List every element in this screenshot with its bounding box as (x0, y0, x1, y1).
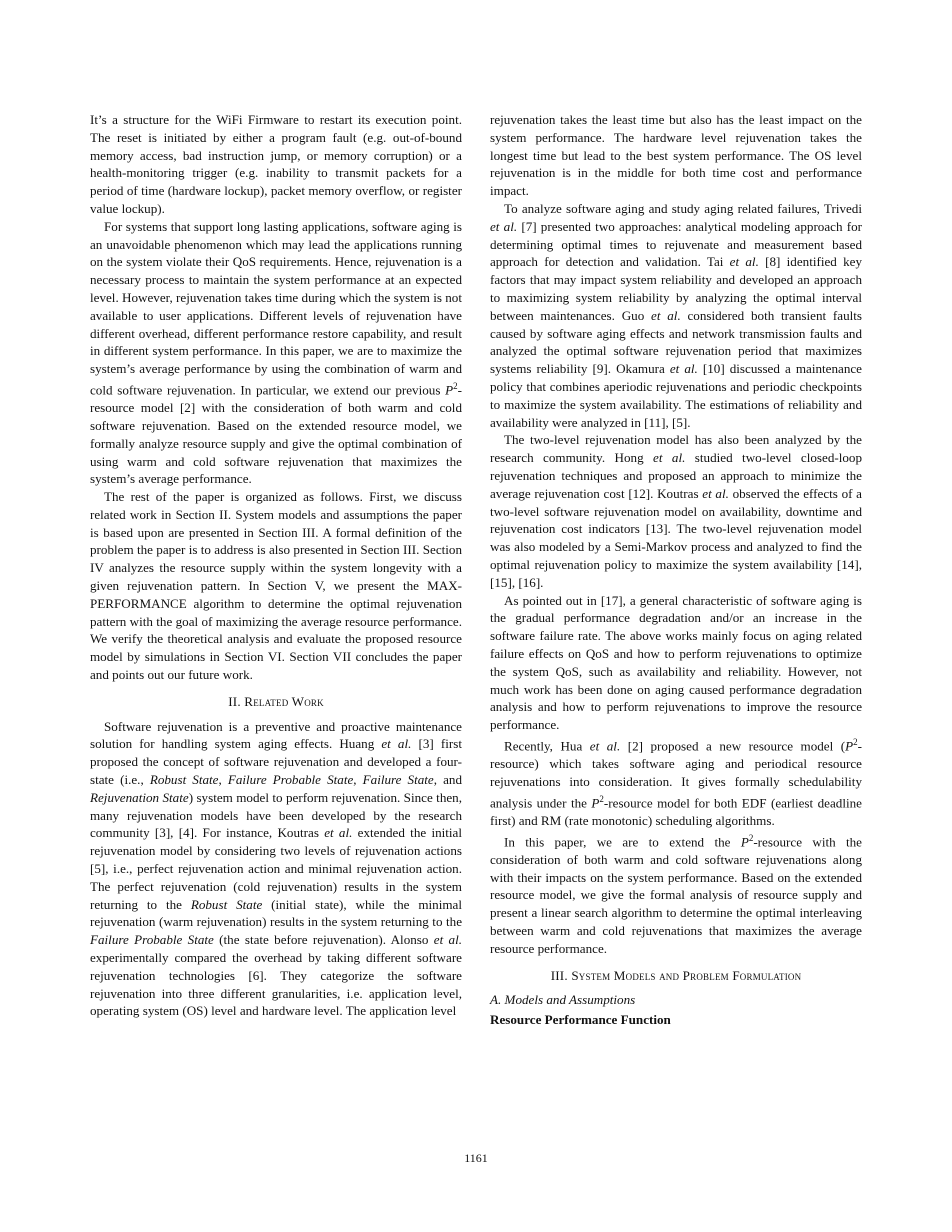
paragraph: As pointed out in [17], a general characteristic of software aging is the gradual performance degradation and/or an increase in the software failure rate. The above works mainly focus on aging related failure effects on QoS and how to perform rejuvenations to optimize the system QoS, such as availability and reliability. However, not much work has been done on aging caused performance degradation analysis and how to perform rejuvenations to improve the resource performance. (490, 592, 862, 733)
subsection-heading: A. Models and Assumptions (490, 992, 636, 1008)
paragraph: The rest of the paper is organized as follows. First, we discuss related work in Section II. System models and assumptions the paper is based upon are presented in Section III. A formal definition of the problem the paper is to address is also presented in Section III. Section IV analyzes the resource supply within the system longevity with a given rejuvenation pattern. In Section V, we present the MAX-PERFORMANCE algorithm to determine the optimal rejuvenation pattern with the goal of maximizing the average resource performance. We verify the theoretical analysis and evaluate the proposed resource model by simulations in Section VI. Section VII concludes the paper and points out our future work. (90, 489, 462, 683)
paragraph: rejuvenation takes the least time but also has the least impact on the system performance. The hardware level rejuvenation takes the longest time but lead to the best system performance. The OS level rejuvenation is in the middle for both time cost and performance impact. (490, 112, 862, 199)
paragraph: It’s a structure for the WiFi Firmware to restart its execution point. The reset is initiated by either a program fault (e.g. out-of-bound memory access, bad instruction jump, or memory corruption) or a health-monitoring trigger (e.g. inability to transmit packets for a period of time (hardware lockup), packet memory overflow, or register value lockup). (90, 112, 462, 216)
paragraph: Recently, Hua et al. [2] proposed a new resource model $(P^2-resource)$ which takes software aging and periodical resource rejuvenations into consideration. It gives formally schedulability analysis under the $P^2$-resource model for both EDF (earliest deadline first) and RM (rate monotonic) scheduling algorithms. (490, 736, 862, 828)
paragraph: To analyze software aging and study aging related failures, Trivedi et al. [7] presented two approaches: analytical modeling approach for determining optimal times to rejuvenate and measurement based approach for detection and validation. Tai et al. [8] identified key factors that may impact system reliability and developed an approach to maximizing system reliability by analyzing the optimal interval between maintenances. Guo et al. considered both transient faults caused by software aging effects and network transmission faults and analyzed the optimal software rejuvenation period that maximizes systems reliability [9]. Okamura et al. [10] discussed a maintenance policy that combines aperiodic rejuvenations and periodic checkpoints to maximize the system availability. The estimations of reliability and availability were analyzed in [11], [5]. (490, 200, 863, 430)
paragraph-heading: Resource Performance Function (490, 1012, 671, 1028)
section-heading: III. System Models and Problem Formulation (550, 967, 802, 983)
left-column (90, 111, 462, 1020)
paragraph: For systems that support long lasting applications, software aging is an unavoidable phenomenon which may lead the applications running on the system violate their QoS requirements. Hence, rejuvenation is a necessary process to maintain the system performance at an expected level. However, rejuvenation takes time during which the system is not available to user applications. Different levels of rejuvenation have different overhead, different performance restore capability, and result in different system performance. In this paper, we are to maximize the system’s average performance by using the combination of warm and cold software rejuvenation. In particular, we extend our previous $P^2$-resource model [2] with the consideration of both warm and cold software rejuvenation. Based on the extended resource model, we formally analyze resource supply and give the optimal combination of using warm and cold software rejuvenation that maximizes the system’s average performance. (90, 218, 462, 487)
paragraph: Software rejuvenation is a preventive and proactive maintenance solution for handling system aging effects. Huang et al. [3] first proposed the concept of software rejuvenation and developed a four-state (i.e., Robust State, Failure Probable State, Failure State, and Rejuvenation State) system model to perform rejuvenation. Since then, many rejuvenation models have been developed by the research community [3], [4]. For instance, Koutras et al. extended the initial rejuvenation model by considering two levels of rejuvenation actions [5], i.e., perfect rejuvenation action and minimal rejuvenation action. The perfect rejuvenation (cold rejuvenation) results in the system returning to the Robust State (initial state), while the minimal rejuvenation (warm rejuvenation) results in the system returning to the Failure Probable State (the state before rejuvenation). Alonso et al. experimentally compared the overhead by taking different software rejuvenation technologies [6]. They categorize the software rejuvenation into three different granularities, i.e. application level, operating system (OS) level and hardware level. The application level (90, 718, 463, 1019)
paragraph: In this paper, we are to extend the $P^2$-resource with the consideration of both warm and cold software rejuvenations along with their impacts on the system performance. Based on the extended resource model, we give the formal analysis of resource supply and present a linear search algorithm to determine the optimal interleaving between warm and cold rejuvenations that maximizes the average resource performance. (490, 832, 862, 956)
right-column (490, 111, 862, 1029)
section-heading: II. Related Work (228, 693, 324, 709)
paragraph: The two-level rejuvenation model has also been analyzed by the research community. Hong et al. studied two-level closed-loop rejuvenation techniques and proposed an approach to minimize the average rejuvenation cost [12]. Koutras et al. observed the effects of a two-level software rejuvenation model on availability, downtime and rejuvenation cost indicators [13]. The two-level rejuvenation model was also modeled by a Semi-Markov process and analyzed to find the optimal rejuvenation policy to maximize the system availability [14], [15], [16]. (490, 432, 863, 590)
page-number: 1161 (464, 1151, 488, 1165)
